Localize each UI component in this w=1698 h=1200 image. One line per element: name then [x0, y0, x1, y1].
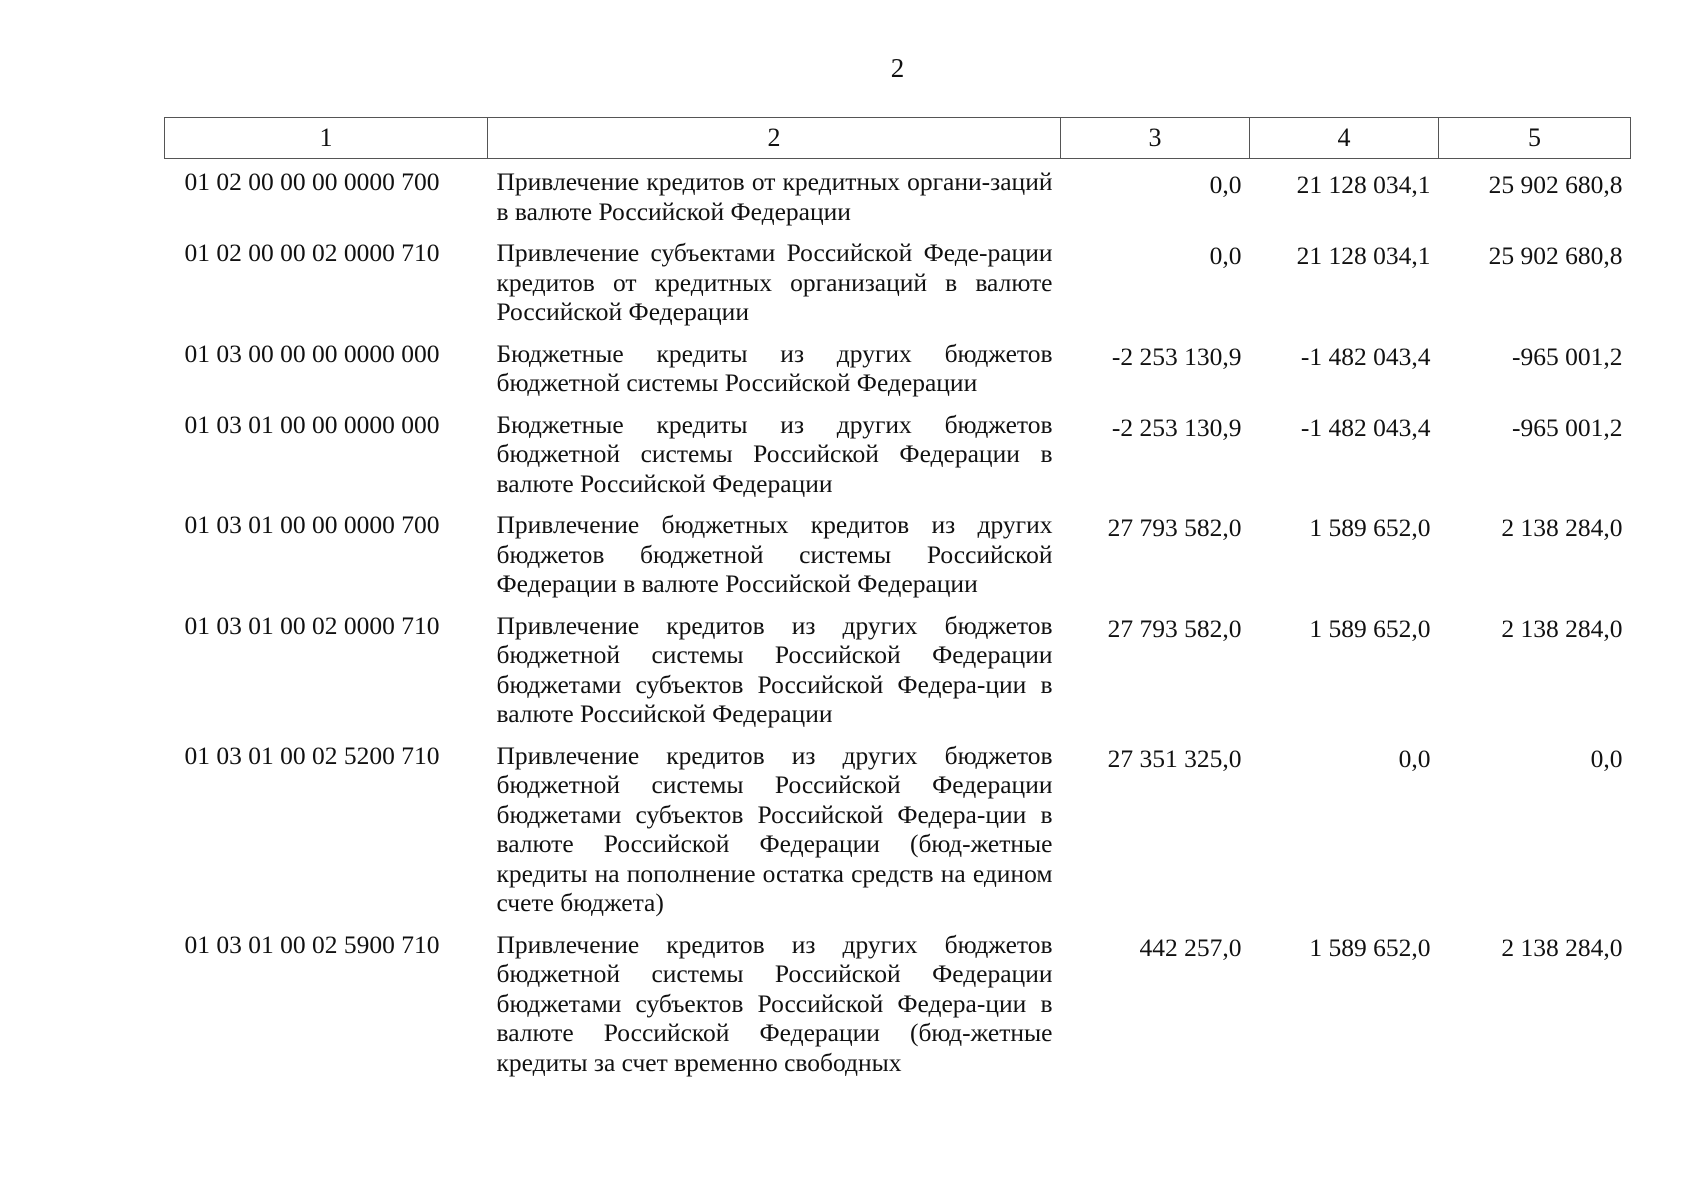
header-row: [165, 118, 1631, 159]
row-description: Бюджетные кредиты из других бюджетов бюджетной системы Российской Федерации в валюте Российской Федерации: [496, 409, 1053, 498]
row-value-col-3: 27 793 582,0: [1107, 513, 1242, 542]
row-code: 01 03 01 00 02 5200 710: [184, 740, 440, 770]
row-value-col-3: -2 253 130,9: [1111, 412, 1242, 442]
row-description: Привлечение кредитов из других бюджетов бюджетной системы Российской Федерации бюджетами субъектов Российской Федера-ции в валюте Российской Федерации: [496, 610, 1053, 728]
row-value-col-3: -2 253 130,9: [1111, 341, 1242, 371]
header-col-4: 4: [1250, 118, 1439, 159]
row-description: Привлечение субъектами Российской Феде-рации кредитов от кредитных организаций в валюте Российской Федерации: [496, 238, 1053, 326]
row-value-col-4: 0,0: [1398, 743, 1431, 773]
row-value-col-4: 1 589 652,0: [1309, 513, 1431, 542]
row-description: Привлечение кредитов от кредитных органи-заций в валюте Российской Федерации: [496, 167, 1053, 226]
row-value-col-3: 27 351 325,0: [1107, 743, 1242, 773]
table-row: [165, 331, 1631, 402]
table-row: [165, 230, 1631, 331]
row-value-col-4: -1 482 043,4: [1300, 341, 1431, 371]
row-value-col-5: 2 138 284,0: [1501, 613, 1623, 643]
row-code: 01 02 00 00 02 0000 710: [184, 238, 440, 267]
row-value-col-5: 2 138 284,0: [1501, 932, 1623, 962]
row-value-col-5: 25 902 680,8: [1488, 170, 1623, 199]
row-value-col-4: -1 482 043,4: [1300, 412, 1431, 442]
header-col-1: 1: [165, 118, 488, 159]
table-header: [165, 118, 1631, 159]
table-row: [165, 733, 1631, 922]
budget-sources-table: [164, 117, 1631, 1081]
table-row: [165, 502, 1631, 603]
table-body: [165, 159, 1631, 1082]
header-col-3: 3: [1061, 118, 1250, 159]
row-value-col-5: 2 138 284,0: [1501, 513, 1623, 542]
row-value-col-3: 27 793 582,0: [1107, 613, 1242, 643]
row-value-col-3: 442 257,0: [1139, 932, 1242, 962]
row-value-col-5: 0,0: [1590, 743, 1623, 773]
row-value-col-5: -965 001,2: [1512, 412, 1623, 442]
row-value-col-4: 1 589 652,0: [1309, 932, 1431, 962]
table-row: [165, 402, 1631, 503]
table-row: [165, 159, 1631, 231]
row-value-col-4: 21 128 034,1: [1296, 170, 1431, 199]
table-row: [165, 922, 1631, 1082]
row-description: Привлечение бюджетных кредитов из других бюджетов бюджетной системы Российской Федерации в валюте Российской Федерации: [496, 510, 1053, 598]
row-description: Привлечение кредитов из других бюджетов бюджетной системы Российской Федерации бюджетами субъектов Российской Федера-ции в валюте Российской Федерации (бюд-жетные кредиты на пополнение остатка средств на едином счете бюджета): [496, 740, 1053, 917]
page-number: 2: [890, 53, 905, 83]
header-col-2: 2: [488, 118, 1061, 159]
row-value-col-4: 21 128 034,1: [1296, 241, 1431, 270]
row-description: Привлечение кредитов из других бюджетов бюджетной системы Российской Федерации бюджетами субъектов Российской Федера-ции в валюте Российской Федерации (бюд-жетные кредиты за счет временно свободных: [496, 929, 1053, 1077]
row-code: 01 03 01 00 02 0000 710: [184, 610, 440, 640]
table-row: [165, 603, 1631, 733]
row-value-col-3: 0,0: [1209, 170, 1242, 199]
row-value-col-5: -965 001,2: [1512, 341, 1623, 371]
row-code: 01 03 00 00 00 0000 000: [184, 338, 440, 368]
header-col-5: 5: [1439, 118, 1631, 159]
row-value-col-5: 25 902 680,8: [1488, 241, 1623, 270]
row-value-col-3: 0,0: [1209, 241, 1242, 270]
row-value-col-4: 1 589 652,0: [1309, 613, 1431, 643]
row-description: Бюджетные кредиты из других бюджетов бюджетной системы Российской Федерации: [496, 338, 1053, 397]
row-code: 01 03 01 00 02 5900 710: [184, 929, 440, 959]
row-code: 01 03 01 00 00 0000 700: [184, 510, 440, 539]
row-code: 01 02 00 00 00 0000 700: [184, 167, 440, 196]
row-code: 01 03 01 00 00 0000 000: [184, 409, 440, 439]
